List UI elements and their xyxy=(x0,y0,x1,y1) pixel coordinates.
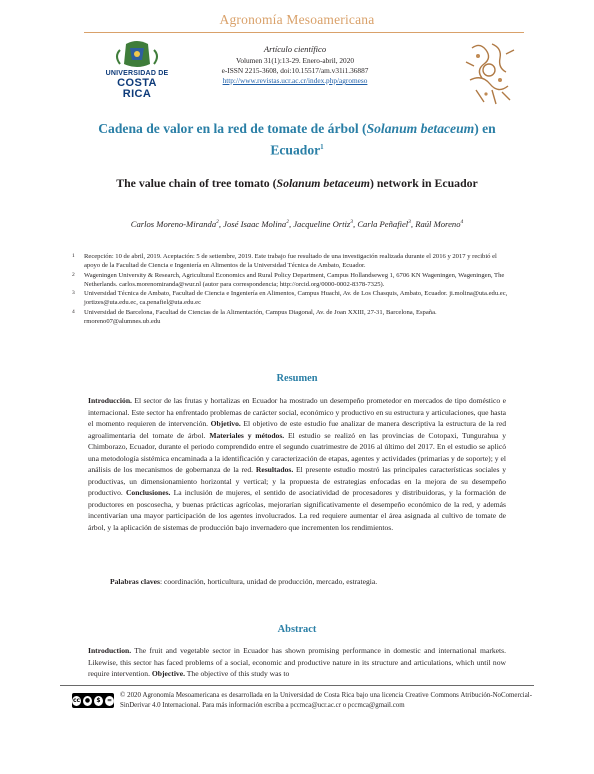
author-name: Jacqueline Ortiz xyxy=(293,219,351,229)
footnote-text: Wageningen University & Research, Agricultural Economics and Rural Policy Department, Campus Hollandseweg 1, 6706 KN Wageningen, Wageningen, The Netherlands. carlos.morenomiranda@wur.nl (autor para correspondencia; http://orcid.org/0000-0002-8378-7325). xyxy=(84,271,505,288)
abstract-heading: Abstract xyxy=(277,624,317,635)
body-text: The fruit and vegetable sector in Ecuador has shown promising performance in domestic and international markets. Likewise, this sector has faced problems of a social, economic and productive nature in its structure and articulations, which until now require intervention. xyxy=(88,646,506,678)
cc-by-icon: ● xyxy=(84,697,91,704)
issn-doi: e-ISSN 2215-3608, doi:10.15517/am.v31i1.36887 xyxy=(221,66,369,75)
title-english: The value chain of tree tomato (Solanum betaceum) network in Ecuador xyxy=(116,176,478,190)
cc-icon: cc xyxy=(72,697,81,704)
keywords-text: : coordinación, horticultura, unidad de producción, mercado, estrategia. xyxy=(160,577,378,586)
footnote-number: 4 xyxy=(72,308,75,315)
cc-nc-icon: $ xyxy=(94,696,103,706)
author-affiliation-marker: 3 xyxy=(408,219,411,226)
section-label: Objective. xyxy=(151,669,185,678)
section-label: Conclusiones. xyxy=(125,488,171,497)
title-spanish: Cadena de valor en la red de tomate de árbol (Solanum betaceum) en Ecuador$^1$ xyxy=(98,121,496,158)
body-text: El estudio se realizó en las provincias de Cotopaxi, Tungurahua y Chimborazo, Ecuador, durante el periodo comprendido entre el segundo cuatrimestre de 2016 al último del 2017. En el estudio se aplicó una metodología sistémica encaminada a la identificación y caracterización de etapas, agentes y actividades (primarias y de soporte); y el análisis de los mecanismos de gobernanza de la red. xyxy=(88,430,506,474)
author-name: Carlos Moreno-Miranda xyxy=(130,219,217,229)
section-label: Resultados. xyxy=(255,465,294,474)
author-separator: , xyxy=(410,219,416,229)
footnote-text: Universidad de Barcelona, Facultad de Ciencias de la Alimentación, Campus Diagonal, Av. de Joan XXIII, 27-31, Barcelona, España. rmoreno07@alumnes.ub.edu xyxy=(84,308,437,326)
body-text: El objetivo de este estudio fue analizar de manera descriptiva la estructura de la red agroalimentaria del tomate de árbol. xyxy=(88,419,506,440)
section-label: Objetivo. xyxy=(210,419,241,428)
license-text: © 2020 Agronomía Mesoamericana es desarrollada en la Universidad de Costa Rica bajo una licencia Creative Commons Atribución-NoComercial-SinDerivar 4.0 Internacional. Para más información escriba a pccmca@ucr.ac.cr o pccmca@gmail.com xyxy=(120,692,532,709)
section-label: Introducción. xyxy=(88,396,132,405)
body-text: La inclusión de mujeres, el sentido de asociatividad de procesadores y distribuidoras, y la formación de productores en poscosecha, y buenas prácticas agrícolas, mejorarían significativamente el desempeño económico de la red, y además incentivarían una mayor participación de los agentes involucrados. La red requiere aumentar el área asignada al cultivo de tomate de árbol, y la aplicación de sistemas de producción bajo invernadero que incrementen los rendimientos. xyxy=(88,488,507,532)
footnote-number: 3 xyxy=(72,290,75,297)
volume-info: Volumen 31(1):13-29. Enero-abril, 2020 xyxy=(235,56,354,65)
creative-commons-badge[interactable] xyxy=(72,693,114,708)
footnote-item xyxy=(72,289,512,308)
body-text: El presente estudio mostró las principales características sociales y productivas, un dimensionamiento horizontal y vertical; y la propuesta de estrategias enfocadas en la mejora de su desempeño productivo. xyxy=(88,465,506,497)
logo-text-line2: COSTA RICA xyxy=(117,77,157,100)
footer-rule xyxy=(60,685,534,686)
body-text: The objective of this study was to xyxy=(185,669,290,678)
author-affiliation-marker: 2 xyxy=(286,219,289,226)
author-separator: , xyxy=(218,219,224,229)
keywords-label: Palabras claves xyxy=(110,577,160,586)
author-affiliation-marker: 2 xyxy=(216,219,219,226)
author-affiliation-marker: 4 xyxy=(460,219,464,226)
journal-url-link[interactable]: http://www.revistas.ucr.ac.cr/index.php/agromeso xyxy=(222,76,368,85)
footnote-item xyxy=(72,308,512,327)
footnotes xyxy=(72,252,512,326)
journal-emblem-icon xyxy=(462,40,516,106)
resumen-heading: Resumen xyxy=(276,373,318,384)
footnote-text: Recepción: 10 de abril, 2019. Aceptación: 5 de setiembre, 2019. Este trabajo fue resultado de una investigación realizada durante el 2016 y 2017 y recibió el apoyo de la Facultad de Ciencia e Ingeniería en Alimentos de la Universidad Técnica de Ambato, Ecuador. xyxy=(84,253,497,270)
body-text: El sector de las frutas y hortalizas en Ecuador ha mostrado un desempeño prometedor en mercados de tipo doméstico e internacional. Este sector ha enfrentado problemas de carácter social, económico y productivo en su estructura y articulaciones, que hasta el momento requieren de intervención. xyxy=(88,396,506,428)
author-name: Carla Peñafiel xyxy=(357,219,409,229)
author-name: Raúl Moreno xyxy=(415,219,461,229)
author-affiliation-marker: 3 xyxy=(350,219,354,226)
logo-text-line1: UNIVERSIDAD DE xyxy=(105,70,169,77)
resumen-body xyxy=(88,395,506,533)
section-label: Materiales y métodos. xyxy=(209,430,285,440)
footnote-number: 1 xyxy=(72,253,75,259)
footnote-number: 2 xyxy=(72,271,75,278)
article-type: Artículo científico xyxy=(263,44,327,54)
footnote-item xyxy=(72,252,512,271)
title-footnote-marker: 1 xyxy=(320,143,324,151)
footnote-item xyxy=(72,271,512,290)
abstract-body xyxy=(88,645,506,680)
article-meta xyxy=(190,44,400,86)
section-label: Introduction. xyxy=(88,646,132,655)
author-separator: , xyxy=(353,219,358,229)
university-logo-text xyxy=(104,70,170,100)
author-separator: , xyxy=(288,219,294,229)
header-rule xyxy=(84,32,524,33)
journal-name: Agronomía Mesoamericana xyxy=(219,12,375,27)
author-name: José Isaac Molina xyxy=(223,219,287,229)
cc-nd-icon: = xyxy=(106,697,113,704)
author-list xyxy=(84,219,510,229)
keywords xyxy=(110,577,510,586)
footnote-text: Universidad Técnica de Ambato, Facultad de Ciencia e Ingeniería en Alimentos, Campus Huachi, Av. de Los Chasquis, Ambato, Ecuador. ji.molina@uta.edu.ec, jortizes@uta.edu.ec, ca.penafiel@uta.edu.ec xyxy=(84,290,508,307)
